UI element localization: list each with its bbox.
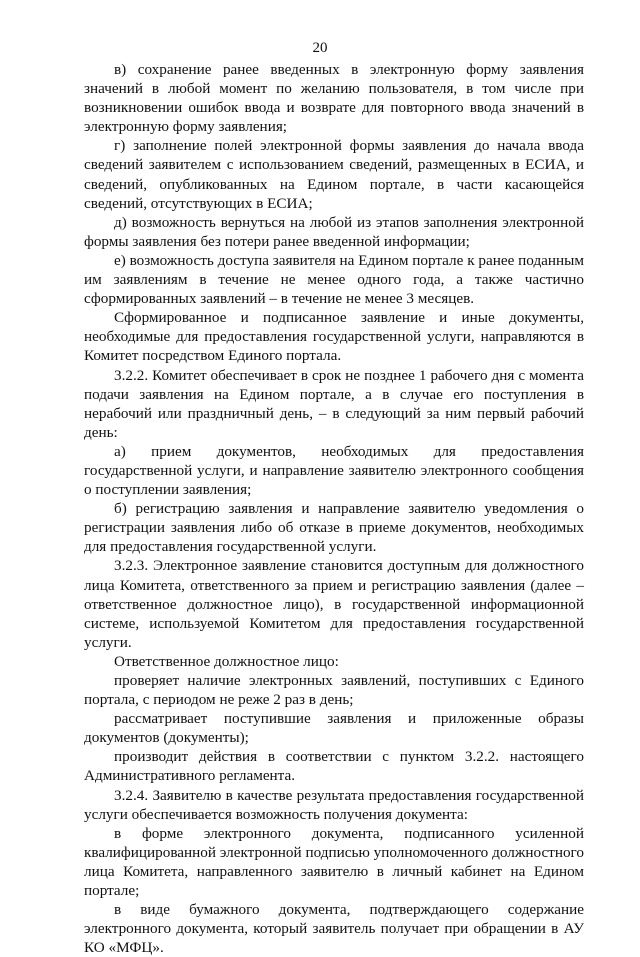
paragraph-item-b: б) регистрацию заявления и направление заявителю уведомления о регистрации заявления либо об отказе в приеме документов, необходимых для предоставления государственной услуги.: [84, 500, 584, 556]
paragraph-item-a: а) прием документов, необходимых для предоставления государственной услуги, и направление заявителю электронного сообщения о поступлении заявления;: [84, 442, 584, 499]
paragraph-section-3-2-2: 3.2.2. Комитет обеспечивает в срок не позднее 1 рабочего дня с момента подачи заявления на Едином портале, а в случае его поступления в нерабочий или праздничный день, – в следующий за ним первый рабочий день:: [84, 366, 584, 441]
paragraph-responsible-official: Ответственное должностное лицо:: [114, 652, 339, 670]
paragraph-checks: проверяет наличие электронных заявлений, поступивших с Единого портала, с периодом не реже 2 раз в день;: [84, 672, 584, 709]
paragraph-item-e: е) возможность доступа заявителя на Едином портале к ранее поданным им заявлениям в течение не менее одного года, а также частично сформированных заявлений – в течение не менее 3 месяцев.: [84, 251, 584, 308]
paragraph-section-3-2-3: 3.2.3. Электронное заявление становится доступным для должностного лица Комитета, ответственного за прием и регистрацию заявления (далее – ответственное должностное лицо), в государственной информационной системе, используемой Комитетом для предоставления государственной услуги.: [84, 557, 584, 651]
page-number: 20: [312, 40, 328, 56]
paragraph-section-3-2-4: 3.2.4. Заявителю в качестве результата предоставления государственной услуги обеспечивается возможность получения документа:: [84, 786, 584, 823]
paragraph-reviews: рассматривает поступившие заявления и приложенные образы документов (документы);: [84, 710, 584, 747]
paragraph-actions: производит действия в соответствии с пунктом 3.2.2. настоящего Административного регламента.: [84, 748, 584, 785]
document-body: [84, 60, 584, 957]
paragraph-electronic-form: в форме электронного документа, подписанного усиленной квалифицированной электронной подписью уполномоченного должностного лица Комитета, направленного заявителю в личный кабинет на Едином портале;: [84, 824, 584, 900]
paragraph-item-g: г) заполнение полей электронной формы заявления до начала ввода сведений заявителем с использованием сведений, размещенных в ЕСИА, и сведений, опубликованных на Едином портале, в части касающейся сведений, отсутствующих в ЕСИА;: [84, 137, 584, 212]
paragraph-submission: Сформированное и подписанное заявление и иные документы, необходимые для предоставления государственной услуги, направляются в Комитет посредством Единого портала.: [84, 309, 584, 365]
paragraph-item-d: д) возможность вернуться на любой из этапов заполнения электронной формы заявления без потери ранее введенной информации;: [84, 213, 584, 250]
paragraph-item-v: в) сохранение ранее введенных в электронную форму заявления значений в любой момент по желанию пользователя, в том числе при возникновении ошибок ввода и возврате для повторного ввода значений в электронную форму заявления;: [84, 61, 584, 136]
paragraph-paper-form: в виде бумажного документа, подтверждающего содержание электронного документа, который заявитель получает при обращении в АУ КО «МФЦ».: [84, 901, 584, 957]
